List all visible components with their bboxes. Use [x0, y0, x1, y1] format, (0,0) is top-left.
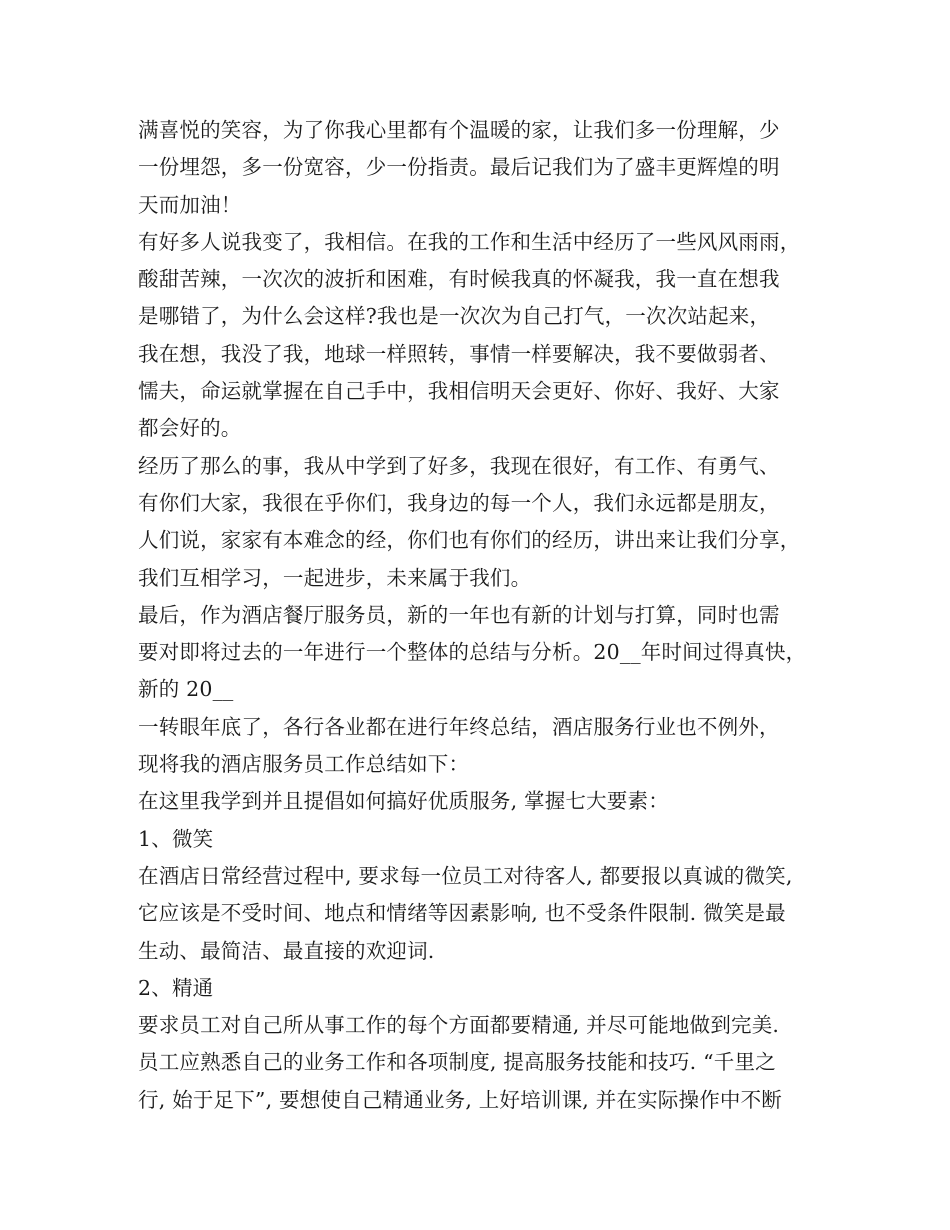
text-line: 都会好的。 — [138, 416, 242, 441]
text-line: 2、精通 — [138, 975, 214, 1000]
text-line: 我在想，我没了我，地球一样照转，事情一样要解决，我不要做弱者、 — [138, 341, 780, 366]
text-line: 生动、最简洁、最直接的欢迎词. — [138, 938, 435, 963]
text-line: 在酒店日常经营过程中, 要求每一位员工对待客人, 都要报以真诚的微笑, — [138, 863, 793, 888]
text-line: 懦夫，命运就掌握在自己手中，我相信明天会更好、你好、我好、大家 — [138, 379, 780, 404]
text-line: 一份埋怨，多一份宽容，少一份指责。最后记我们为了盛丰更辉煌的明 — [138, 155, 780, 180]
text-line: 一转眼年底了，各行各业都在进行年终总结，酒店服务行业也不例外， — [138, 714, 780, 739]
text-line: 现将我的酒店服务员工作总结如下： — [138, 752, 470, 777]
text-line: 在这里我学到并且提倡如何搞好优质服务, 掌握七大要素： — [138, 789, 669, 814]
text-line: 有你们大家，我很在乎你们，我身边的每一个人，我们永远都是朋友， — [138, 490, 780, 515]
text-line: 满喜悦的笑容，为了你我心里都有个温暖的家，让我们多一份理解，少 — [138, 118, 780, 142]
text-line: 有好多人说我变了，我相信。在我的工作和生活中经历了一些风风雨雨， — [138, 229, 801, 254]
text-line: 新的 20__ — [138, 677, 234, 702]
text-line: 是哪错了，为什么会这样?我也是一次次为自己打气，一次次站起来， — [138, 304, 771, 329]
text-line: 1、微笑 — [138, 826, 214, 851]
text-line: 最后，作为酒店餐厅服务员，新的一年也有新的计划与打算，同时也需 — [138, 602, 780, 627]
text-line: 要对即将过去的一年进行一个整体的总结与分析。20__年时间过得真快， — [138, 640, 807, 665]
text-line: 员工应熟悉自己的业务工作和各项制度, 提高服务技能和技巧. “千里之 — [138, 1050, 776, 1075]
document-body — [138, 112, 828, 1119]
text-line: 天而加油！ — [138, 192, 242, 217]
text-line: 经历了那么的事，我从中学到了好多，我现在很好，有工作、有勇气、 — [138, 453, 780, 478]
text-line: 它应该是不受时间、地点和情绪等因素影响, 也不受条件限制. 微笑是最 — [138, 901, 786, 926]
text-line: 人们说，家家有本难念的经，你们也有你们的经历，讲出来让我们分享， — [138, 528, 801, 553]
text-line: 酸甜苦辣，一次次的波折和困难，有时候我真的怀凝我，我一直在想我 — [138, 267, 780, 292]
text-line: 要求员工对自己所从事工作的每个方面都要精通, 并尽可能地做到完美. — [138, 1013, 780, 1038]
text-line: 行, 始于足下”, 要想使自己精通业务, 上好培训课, 并在实际操作中不断 — [138, 1087, 783, 1112]
text-line: 我们互相学习，一起进步，未来属于我们。 — [138, 565, 532, 590]
